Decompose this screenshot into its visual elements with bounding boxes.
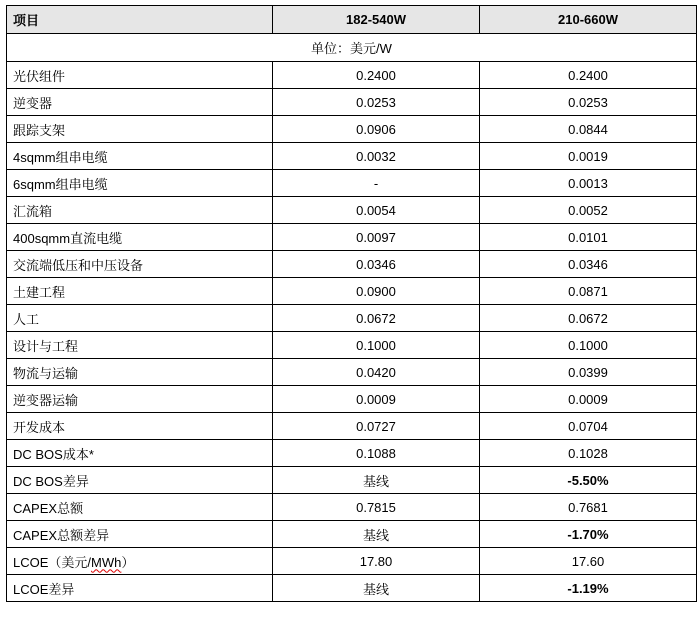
row-label-suffix: ） [121,554,135,570]
table-row [7,440,697,467]
header-182-540w: 182-540W [273,6,480,34]
table-row [7,413,697,440]
value-182-540w: 0.0420 [273,359,480,386]
value-210-660w: 0.1000 [480,332,697,359]
row-label: 交流端低压和中压设备 [7,251,273,278]
row-label-unit: MWh [91,554,122,570]
row-label: 6sqmm组串电缆 [7,170,273,197]
value-210-660w: 0.0013 [480,170,697,197]
row-label-prefix: LCOE（美元/ [13,554,92,570]
row-label: LCOE差异 [7,575,273,602]
value-210-660w: 0.0704 [480,413,697,440]
value-182-540w: 0.1088 [273,440,480,467]
value-182-540w: 0.0009 [273,386,480,413]
table-row [7,170,697,197]
table-row [7,467,697,494]
value-182-540w: 0.2400 [273,62,480,89]
table-row [7,197,697,224]
row-label: DC BOS成本* [7,440,273,467]
table-row [7,494,697,521]
row-label: 设计与工程 [7,332,273,359]
row-label: 汇流箱 [7,197,273,224]
value-210-660w: 0.0399 [480,359,697,386]
value-210-660w: 0.0346 [480,251,697,278]
value-182-540w: 0.0032 [273,143,480,170]
value-210-660w: -1.70% [480,521,697,548]
table-row [7,332,697,359]
value-210-660w: 0.0052 [480,197,697,224]
value-210-660w: 0.1028 [480,440,697,467]
value-182-540w: 0.0054 [273,197,480,224]
row-label: 400sqmm直流电缆 [7,224,273,251]
header-row [7,6,697,34]
unit-row [7,34,697,62]
value-182-540w: 0.0727 [273,413,480,440]
value-210-660w: 0.0019 [480,143,697,170]
table-row [7,305,697,332]
value-210-660w: 17.60 [480,548,697,575]
table-row [7,251,697,278]
table-row [7,548,697,575]
table-row [7,575,697,602]
row-label [7,548,273,575]
value-182-540w: 0.0672 [273,305,480,332]
value-210-660w: 0.0871 [480,278,697,305]
table-row [7,224,697,251]
row-label: 人工 [7,305,273,332]
table-row [7,116,697,143]
value-210-660w: 0.2400 [480,62,697,89]
value-210-660w: 0.0672 [480,305,697,332]
header-item: 项目 [7,6,273,34]
value-210-660w: 0.0009 [480,386,697,413]
row-label: 逆变器 [7,89,273,116]
value-182-540w: 0.7815 [273,494,480,521]
value-182-540w: 0.0900 [273,278,480,305]
value-182-540w: - [273,170,480,197]
value-182-540w: 0.0906 [273,116,480,143]
value-182-540w: 0.0097 [273,224,480,251]
table-row [7,359,697,386]
cost-comparison-table [6,5,697,602]
value-182-540w: 基线 [273,575,480,602]
table-row [7,62,697,89]
value-210-660w: 0.7681 [480,494,697,521]
table-row [7,143,697,170]
header-210-660w: 210-660W [480,6,697,34]
row-label: 物流与运输 [7,359,273,386]
table-row [7,89,697,116]
value-210-660w: -1.19% [480,575,697,602]
value-182-540w: 0.0253 [273,89,480,116]
row-label: 光伏组件 [7,62,273,89]
value-210-660w: 0.0253 [480,89,697,116]
row-label: 4sqmm组串电缆 [7,143,273,170]
unit-label: 单位：美元/W [7,34,697,62]
row-label: DC BOS差异 [7,467,273,494]
row-label: CAPEX总额 [7,494,273,521]
row-label: 开发成本 [7,413,273,440]
value-210-660w: 0.0844 [480,116,697,143]
row-label: 逆变器运输 [7,386,273,413]
row-label: 土建工程 [7,278,273,305]
table-row [7,386,697,413]
table-row [7,278,697,305]
value-182-540w: 基线 [273,467,480,494]
value-210-660w: 0.0101 [480,224,697,251]
row-label: 跟踪支架 [7,116,273,143]
table-row [7,521,697,548]
value-182-540w: 0.0346 [273,251,480,278]
row-label: CAPEX总额差异 [7,521,273,548]
value-210-660w: -5.50% [480,467,697,494]
value-182-540w: 0.1000 [273,332,480,359]
cost-comparison-table-container [6,5,697,602]
value-182-540w: 17.80 [273,548,480,575]
value-182-540w: 基线 [273,521,480,548]
